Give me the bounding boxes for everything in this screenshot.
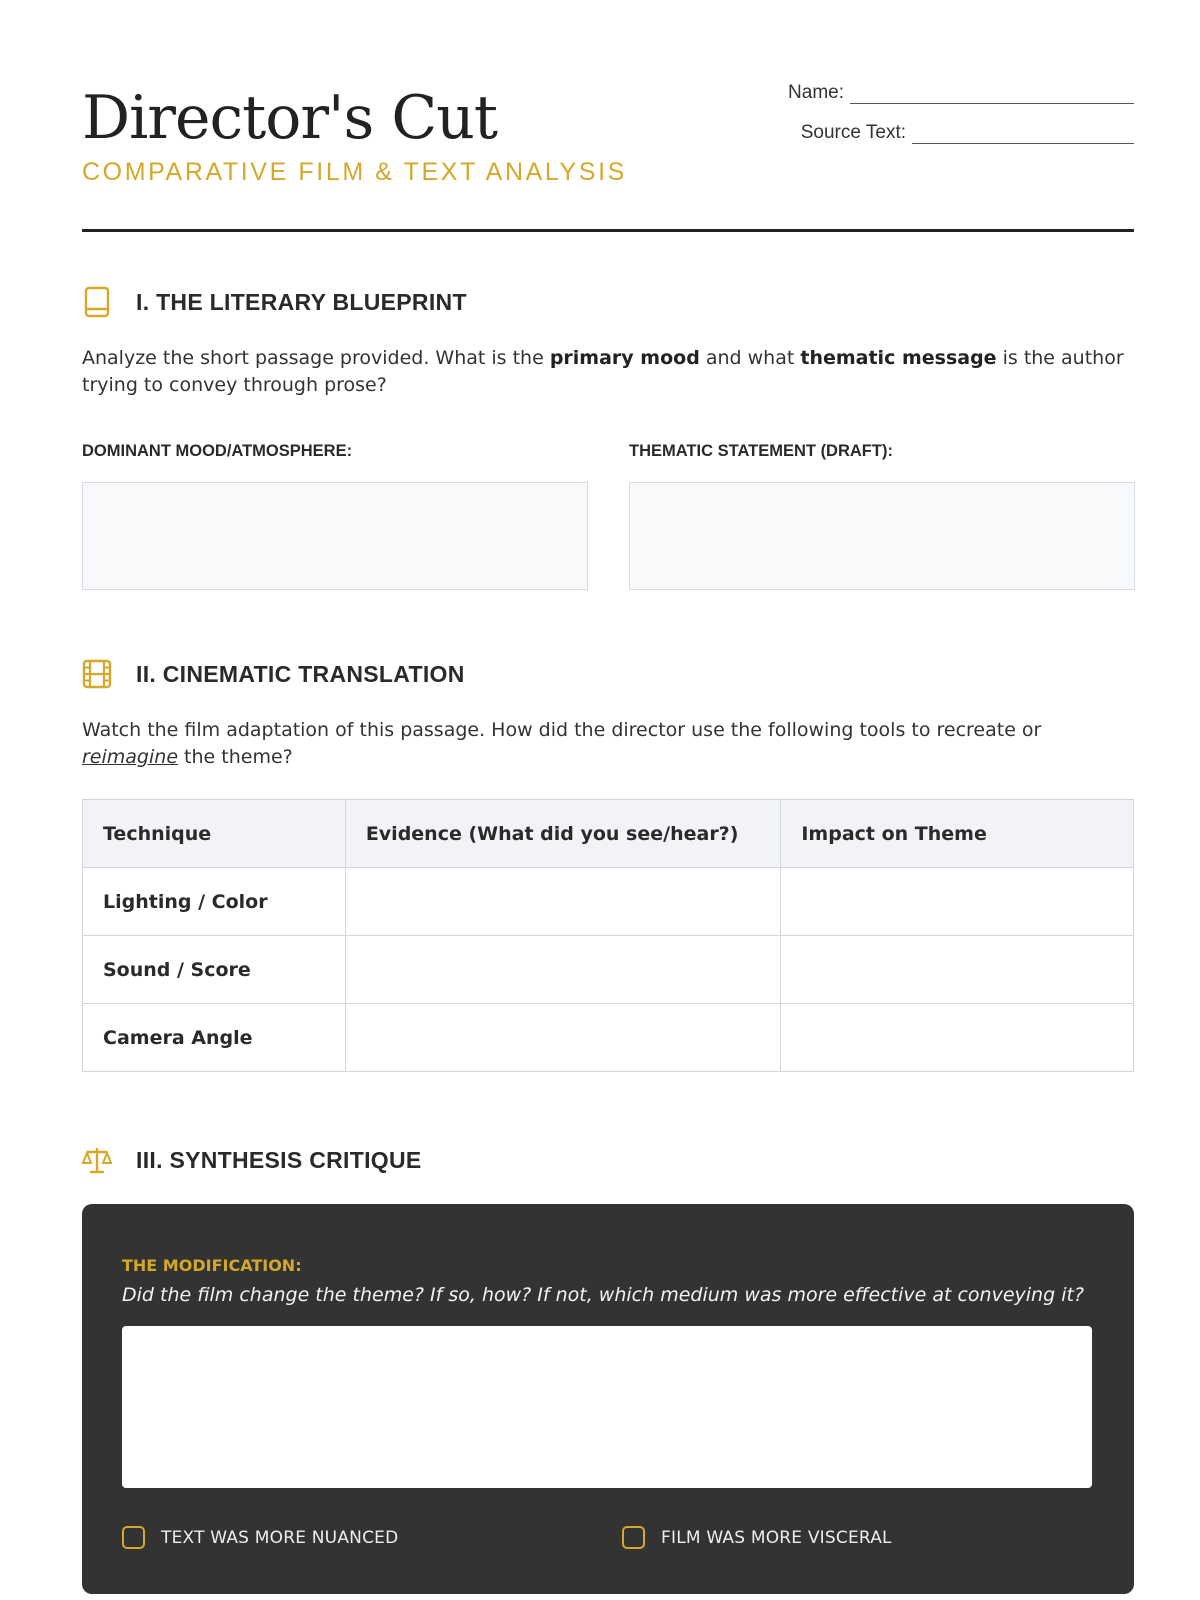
book-icon bbox=[82, 286, 112, 318]
modification-label: THE MODIFICATION: bbox=[122, 1256, 302, 1275]
scales-icon bbox=[82, 1144, 112, 1176]
option-label: FILM WAS MORE VISCERAL bbox=[661, 1527, 892, 1548]
section-title: III. SYNTHESIS CRITIQUE bbox=[136, 1146, 422, 1173]
table-row bbox=[83, 1004, 1134, 1072]
technique-cell: Lighting / Color bbox=[83, 868, 346, 936]
prompt-bold-theme: thematic message bbox=[800, 347, 997, 369]
literary-prompt bbox=[82, 345, 1134, 399]
checkbox[interactable] bbox=[122, 1526, 145, 1549]
theme-answer-box[interactable] bbox=[629, 482, 1135, 590]
cinematic-prompt bbox=[82, 717, 1134, 771]
modification-question: Did the film change the theme? If so, how? If not, which medium was more effective at conveying it? bbox=[122, 1284, 1085, 1306]
prompt-text: and what bbox=[699, 347, 801, 369]
table-row bbox=[83, 936, 1134, 1004]
theme-label: THEMATIC STATEMENT (DRAFT): bbox=[629, 442, 893, 460]
prompt-text: Analyze the short passage provided. What is the bbox=[82, 347, 550, 369]
page-subtitle: COMPARATIVE FILM & TEXT ANALYSIS bbox=[82, 158, 627, 186]
technique-cell: Camera Angle bbox=[83, 1004, 346, 1072]
checkbox[interactable] bbox=[622, 1526, 645, 1549]
header-divider bbox=[82, 229, 1134, 232]
technique-cell: Sound / Score bbox=[83, 936, 346, 1004]
evidence-cell[interactable] bbox=[345, 1004, 781, 1072]
mood-answer-box[interactable] bbox=[82, 482, 588, 590]
impact-cell[interactable] bbox=[781, 868, 1134, 936]
impact-cell[interactable] bbox=[781, 936, 1134, 1004]
name-label: Name: bbox=[788, 82, 844, 103]
table-header-row bbox=[83, 800, 1134, 868]
source-text-input-line[interactable] bbox=[912, 125, 1134, 144]
option-film-more-visceral[interactable] bbox=[622, 1526, 892, 1549]
synthesis-panel bbox=[82, 1204, 1134, 1594]
name-input-line[interactable] bbox=[850, 85, 1134, 104]
prompt-text: is the author trying to convey through prose? bbox=[82, 347, 1124, 396]
prompt-emphasis: reimagine bbox=[82, 746, 179, 768]
option-text-more-nuanced[interactable] bbox=[122, 1526, 398, 1549]
section-title: I. THE LITERARY BLUEPRINT bbox=[136, 288, 467, 315]
critique-answer-box[interactable] bbox=[122, 1326, 1092, 1488]
column-header: Evidence (What did you see/hear?) bbox=[345, 800, 781, 868]
technique-table bbox=[82, 799, 1134, 1072]
section-cinematic-translation-heading bbox=[82, 658, 465, 690]
source-text-field[interactable] bbox=[801, 122, 1134, 144]
section-synthesis-critique-heading bbox=[82, 1144, 422, 1176]
section-title: II. CINEMATIC TRANSLATION bbox=[136, 660, 465, 687]
film-icon bbox=[82, 658, 112, 690]
source-text-label: Source Text: bbox=[800, 122, 906, 143]
evidence-cell[interactable] bbox=[345, 868, 781, 936]
prompt-text: Watch the film adaptation of this passage. How did the director use the following tools to recreate or bbox=[82, 719, 1042, 741]
page-title: Director's Cut bbox=[82, 83, 498, 153]
column-header: Impact on Theme bbox=[781, 800, 1134, 868]
mood-label: DOMINANT MOOD/ATMOSPHERE: bbox=[82, 442, 353, 460]
name-field[interactable] bbox=[788, 82, 1134, 104]
column-header: Technique bbox=[83, 800, 346, 868]
impact-cell[interactable] bbox=[781, 1004, 1134, 1072]
prompt-text: the theme? bbox=[178, 746, 293, 768]
table-row bbox=[83, 868, 1134, 936]
option-label: TEXT WAS MORE NUANCED bbox=[161, 1527, 399, 1548]
prompt-bold-mood: primary mood bbox=[549, 347, 700, 369]
evidence-cell[interactable] bbox=[345, 936, 781, 1004]
section-literary-blueprint-heading bbox=[82, 286, 467, 318]
